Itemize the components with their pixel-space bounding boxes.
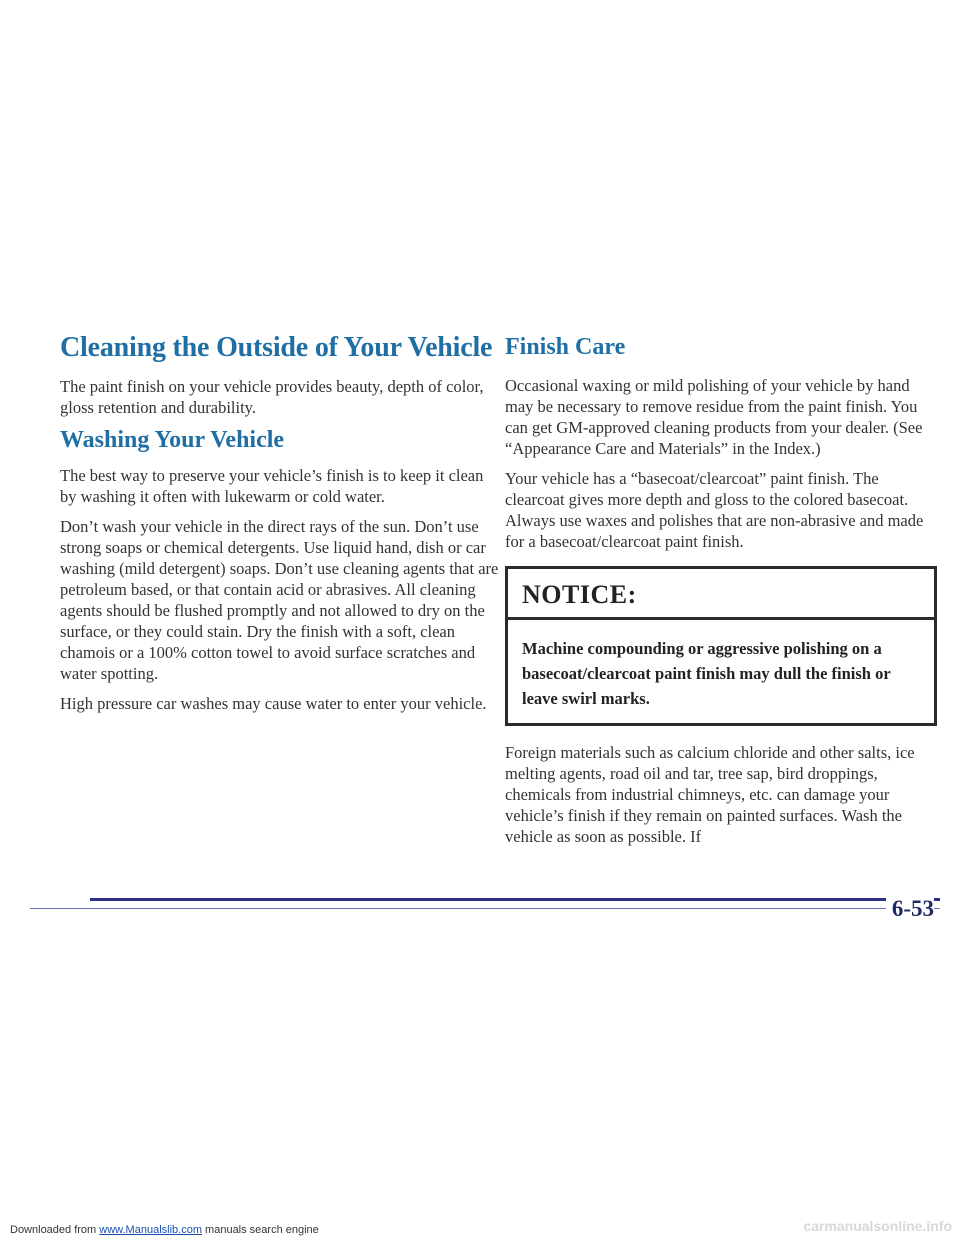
right-column — [505, 332, 937, 856]
finish-care-heading: Finish Care — [505, 334, 626, 360]
notice-title: NOTICE: — [508, 569, 934, 620]
washing-paragraph-1: The best way to preserve your vehicle’s finish is to keep it clean by washing it often with lukewarm or cold water. — [60, 466, 484, 506]
washing-paragraph-3: High pressure car washes may cause water to enter your vehicle. — [60, 694, 487, 713]
section-heading: Cleaning the Outside of Your Vehicle — [60, 332, 493, 363]
footer-rule — [90, 898, 940, 901]
finish-paragraph-3: Foreign materials such as calcium chloride and other salts, ice melting agents, road oil and tar, tree sap, bird droppings, chemicals from industrial chimneys, etc. can damage your vehicle’s finish if they remain on painted surfaces. Wash the vehicle as soon as possible. If — [505, 743, 915, 846]
finish-paragraph-1: Occasional waxing or mild polishing of your vehicle by hand may be necessary to remove residue from the paint finish. You can get GM-approved cleaning products from your dealer. (See “Appearance Care and Materials” in the Index.) — [505, 376, 923, 458]
watermark: carmanualsonline.info — [803, 1218, 952, 1234]
notice-text: Machine compounding or aggressive polishing on a basecoat/clearcoat paint finish may dull the finish or leave swirl marks. — [522, 639, 891, 708]
finish-paragraph-2: Your vehicle has a “basecoat/clearcoat” paint finish. The clearcoat gives more depth and gloss to the colored basecoat. Always use waxes and polishes that are non-abrasive and made for a basecoat/clearcoat paint finish. — [505, 469, 924, 551]
page-number: 6-53 — [886, 896, 934, 922]
footer-prefix: Downloaded from — [10, 1224, 97, 1236]
footer-rule-thin — [30, 908, 940, 909]
manualslib-link[interactable]: www.Manualslib.com — [99, 1224, 202, 1236]
notice-box — [505, 566, 937, 726]
intro-paragraph: The paint finish on your vehicle provides beauty, depth of color, gloss retention and durability. — [60, 377, 484, 417]
washing-heading: Washing Your Vehicle — [60, 427, 285, 453]
left-column — [60, 332, 500, 723]
washing-paragraph-2: Don’t wash your vehicle in the direct rays of the sun. Don’t use strong soaps or chemical detergents. Use liquid hand, dish or car washing (mild detergent) soaps. Don’t use cleaning agents that are petroleum based, or that contain acid or abrasives. All cleaning agents should be flushed promptly and not allowed to dry on the surface, or they could stain. Dry the finish with a soft, clean chamois or a 100% cotton towel to avoid surface scratches and water spotting. — [60, 517, 499, 683]
download-footer — [10, 1224, 319, 1236]
footer-suffix: manuals search engine — [205, 1224, 319, 1236]
